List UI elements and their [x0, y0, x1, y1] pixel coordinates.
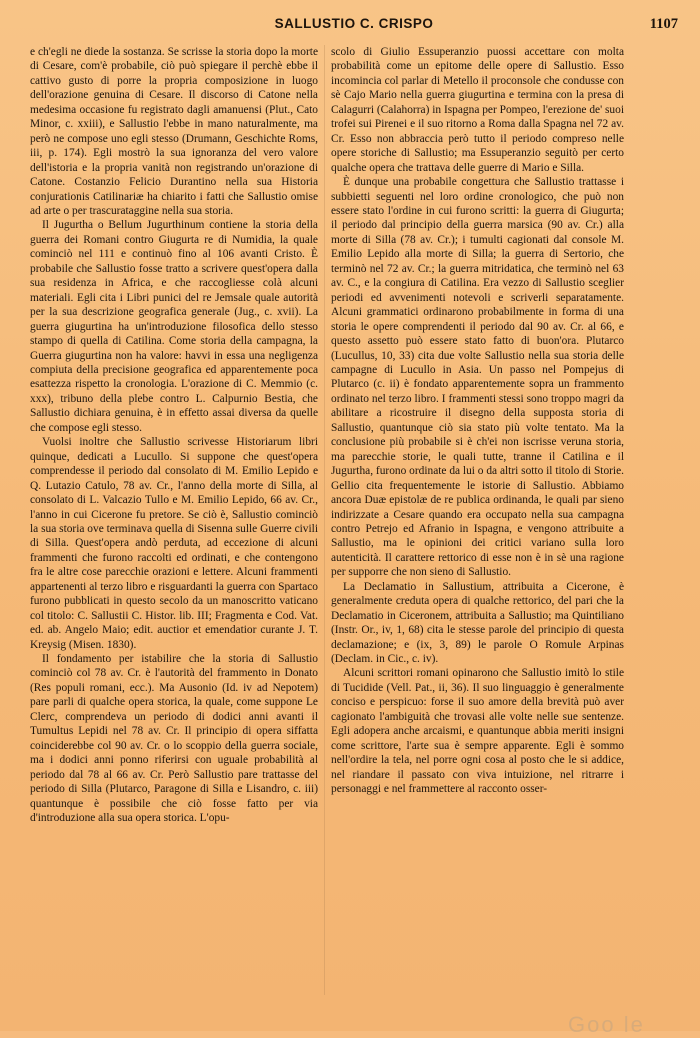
paragraph: Il fondamento per istabilire che la storia di Sallustio cominciò col 78 av. Cr. è l'autorità del frammento in Donato (Res populi romani, ecc.). Ma Ausonio (Id. iv ad Nepotem) pare parli di qualche opera storica, la quale, come suppone Le Clerc, comprendeva un periodo di dodici anni avanti il Tumultus Lepidi nel 78 av. Cr. Il principio di opera siffatta coinciderebbe col 90 av. Cr. o lo scoppio della guerra sociale, ma i dodici anni ponno riferirsi con uguale probabilità al periodo dal 78 al 66 av. Cr. Però Sallustio pare trattasse del periodo di Silla (Plutarco, Paragone di Silla e Lisandro, c. iii) quantunque è possibile che ciò fosse fatto per via d'introduzione alla sua opera storica. L'opu- [30, 653, 318, 825]
page-number: 1107 [649, 16, 678, 32]
paragraph: Alcuni scrittori romani opinarono che Sallustio imitò lo stile di Tucidide (Vell. Pat., ii, 36). Il suo linguaggio è generalmente conciso e perspicuo: forse il suo amore della brevità può aver cagionato l'ambiguità che trovasi alle volte nelle sue sentenze. Egli adopera anche arcaismi, e quantunque abbia meriti insigni come scrittore, l'arte sua è sempre apparente. Egli è sommo nell'ordire la tela, nel porre ogni cosa al posto che le si addice, nel riandare il passato con viva intuizione, nel ritrarre i personaggi e nel frammettere al racconto osser- [331, 667, 624, 796]
paragraph: scolo di Giulio Essuperanzio puossi accettare con molta probabilità come un epitome delle opere di Sallustio. Esso incomincia col parlar di Metello il proconsole che condusse con sè Cajo Mario nella guerra giugurtina e termina con la presa di Calagurri (Calahorra) in Ispagna per Pompeo, l'erezione de' suoi trofei sui Pirenei e il suo ritorno a Roma dalla Spagna nel 72 av. Cr. Esso non abbraccia però tutto il periodo compreso nelle opere storiche di Sallustio; ma Essuperanzio seguitò per certo qualche opera che trattava delle guerre di Mario e Silla. [331, 46, 624, 174]
paragraph: e ch'egli ne diede la sostanza. Se scrisse la storia dopo la morte di Cesare, com'è probabile, ciò può spiegare il perchè ebbe il cattivo gusto di porre la propria composizione in luogo dell'orazione genuina di Cesare. Il discorso di Catone nella medesima occasione fu registrato dagli amanuensi (Plut., Cato Minor, c. xxiii), e Sallustio l'ebbe in mano naturalmente, ma però ne compose uno egli stesso (Drumann, Geschichte Roms, iii, p. 174). Egli mostrò la sua ignoranza del vero valore dell'istoria e la propria vanità non registrando un'orazione di Catone. Costanzio Felicio Durantino nella sua Historia conjurationis Catilinariæ ha chiarito i fatti che Sallustio omise ad arte o per trascurataggine nella sua storia. [30, 46, 318, 217]
paragraph: Vuolsi inoltre che Sallustio scrivesse Historiarum libri quinque, dedicati a Lucullo. Si suppone che quest'opera comprendesse il periodo dal consolato di M. Emilio Lepido e Q. Lutazio Catulo, 78 av. Cr., l'anno della morte di Silla, al consolato di L. Valcazio Tullo e M. Emilio Lepido, 66 av. Cr., l'anno in cui Cicerone fu pretore. Se ciò è, Sallustio cominciò la sua storia ove terminava quella di Sisenna sulle Guerre civili di Silla. Quest'opera andò perduta, ad eccezione di alcuni frammenti che furono raccolti ed ordinati, e che contengono fra le altre cose parecchie orazioni e lettere. Alcuni frammenti appartenenti al terzo libro e risguardanti la guerra con Spartaco furono pubblicati in questo secolo da un manoscritto vaticano col titolo: C. Sallustii C. Histor. lib. III; Fragmenta e Cod. Vat. ed. ab. Angelo Maio; edit. auctior et emendatior curante J. T. Kreysig (Misen. 1830). [30, 436, 318, 651]
paragraph: Il Jugurtha o Bellum Jugurthinum contiene la storia della guerra dei Romani contro Giugurta re di Numidia, la quale cominciò nel 111 e continuò fino al 106 avanti Cristo. È probabile che Sallustio fosse tratto a scrivere quest'opera dalla sua residenza in Africa, e che raccogliesse colà alcuni materiali. Egli cita i Libri punici del re Jemsale quale autorità per la sua descrizione geografica generale (Jug., c. xvii). La guerra giugurtina ha un'introduzione filosofica dello stesso stampo di quella di Catilina. Come storia della campagna, la Guerra giugurtina non ha valore: havvi in essa una negligenza compiuta della precisione geografica ed apparentemente poca esattezza rispetto la cronologia. L'orazione di C. Memmio (c. xxx), tribuno della plebe contro L. Calpurnio Bestia, che Sallustio dichiara genuina, è in effetto assai diversa da quelle che compose egli stesso. [30, 219, 318, 434]
running-header [30, 16, 678, 40]
right-text-column [331, 45, 624, 1000]
scan-watermark: Goo le [568, 1012, 645, 1037]
column-divider [324, 45, 325, 995]
running-title: SALLUSTIO C. CRISPO [274, 16, 434, 31]
left-text-column [30, 45, 318, 1000]
paragraph: È dunque una probabile congettura che Sallustio trattasse i subbietti seguenti nel loro ordine cronologico, che può non essere stato l'ordine in cui furono scritti: la guerra di Giugurta; il periodo dal principio della guerra marsica (90 av. Cr.) alla morte di Silla (78 av. Cr.); i tumulti cagionati dal console M. Emilio Lepido alla morte di Silla; la guerra di Sertorio, che terminò nel 72 av. Cr.; la guerra mitridatica, che terminò nel 63 av. C., e la congiura di Catilina. Era vezzo di Sallustio sceglier periodi ed avvenimenti notevoli e scriverli separatamente. Alcuni grammatici ordinarono probabilmente in forma di una storia le opere comprendenti il periodo dal 90 av. Cr. al 66, e questo assetto può essere stato fatto di buon'ora. Plutarco (Lucullus, 10, 33) cita due volte Sallustio nella sua storia delle campagne di Lucullo in Asia. Un passo nel Pompejus di Plutarco (c. ii) è fondato apparentemente sopra un frammento ordinato nel terzo libro. I frammenti stessi sono troppo magri da abilitare a ricostruire il disegno della supposta storia di Sallustio, quantunque ciò sia stato più volte tentato. Ma la conclusione più probabile si è ch'ei non iscrisse veruna storia, ma parecchie storie, le quali tutte, tranne il Catilina e il Jugurtha, furono ordinate da lui o da altri sotto il titolo di Storie. Gellio cita frequentemente le istorie di Sallustio. Abbiamo ancora Duæ epistolæ de re publica ordinanda, le quali par sieno indirizzate a Cesare quando era occupato nella sua campagna contro Petrejo ed Afranio in Ispagna, e vengono attribuite a Sallustio, ma le opinioni dei critici variano sulla loro autenticità. Il carattere rettorico di esse non è in sè una ragione per supporre che non sieno di Sallustio. [331, 176, 624, 579]
paragraph: La Declamatio in Sallustium, attribuita a Cicerone, è generalmente creduta opera di qualche rettorico, del pari che la Declamatio in Ciceronem, attribuita a Sallustio; ma Quintiliano (Instr. Or., iv, 1, 68) cita le stesse parole del principio di questa declamazione; e (ix, 3, 89) le parole O Romule Arpinas (Declam. in Cic., c. iv). [331, 580, 624, 666]
